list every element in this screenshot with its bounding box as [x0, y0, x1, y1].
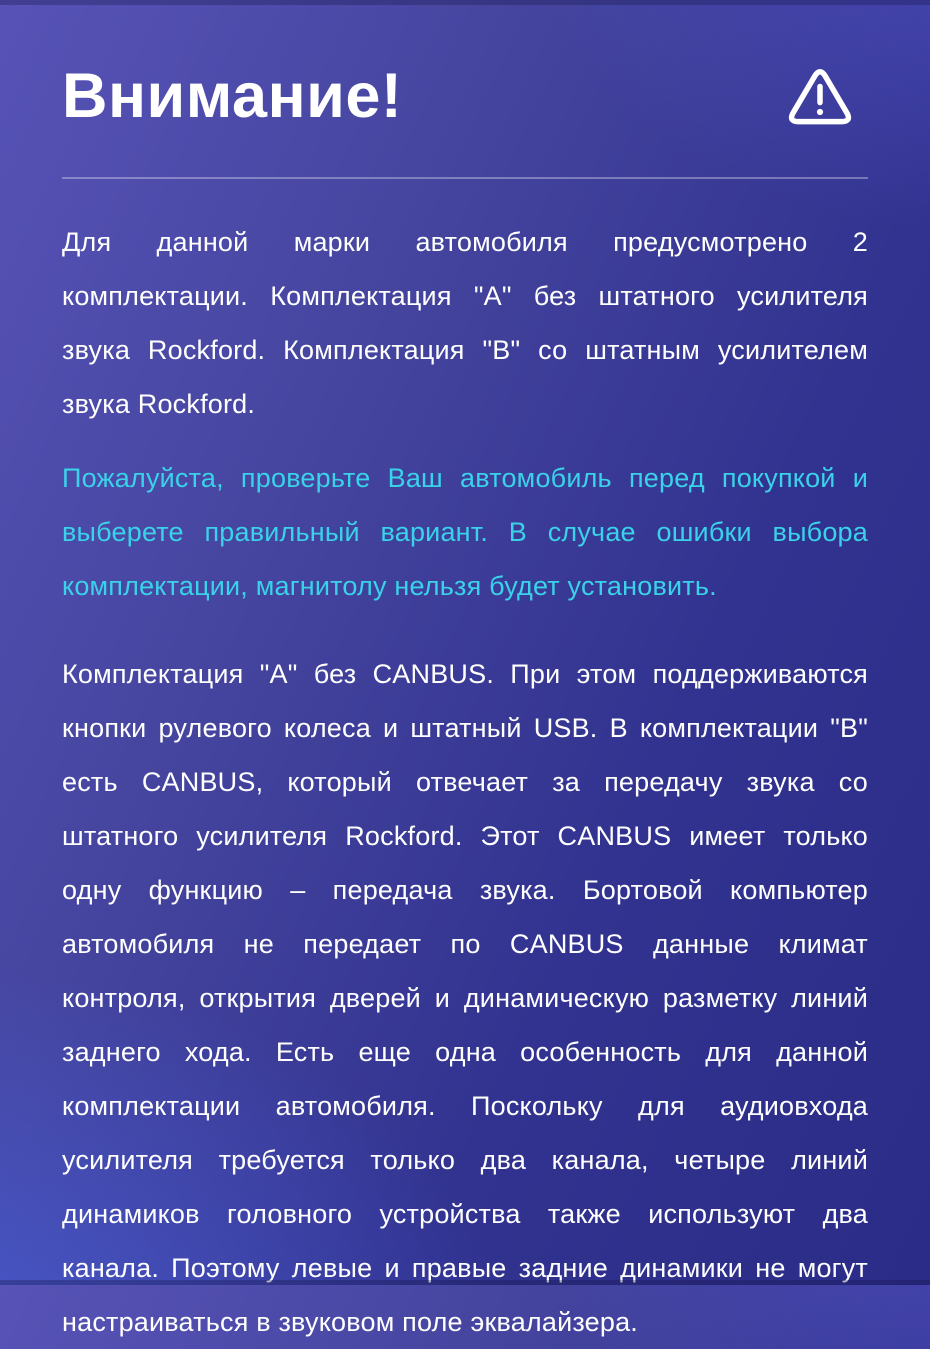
warning-highlight-paragraph: Пожалуйста, проверьте Ваш автомобиль перед покупкой и выберете правильный вариант. В случае ошибки выбора комплектации, магнитолу нельзя будет установить.: [62, 463, 868, 602]
intro-paragraph: Для данной марки автомобиля предусмотрено 2 комплектации. Комплектация "А" без штатного усилителя звука Rockford. Комплектация "В" со штатным усилителем звука Rockford.: [62, 227, 868, 420]
page-title: Внимание!: [62, 61, 403, 131]
details-paragraph: Комплектация "А" без CANBUS. При этом поддерживаются кнопки рулевого колеса и штатный USB. В комплектации "В" есть CANBUS, который отвечает за передачу звука со штатного усилителя Rockford. Этот CANBUS имеет только одну функцию – передача звука. Бортовой компьютер автомобиля не передает по CANBUS данные климат контроля, открытия дверей и динамическую разметку линий заднего хода. Есть еще одна особенность для данной комплектации автомобиля. Поскольку для аудиовхода усилителя требуется только два канала, четыре линий динамиков головного устройства также используют два канала. Поэтому левые и правые задние динамики не могут настраиваться в звуковом поле эквалайзера.: [62, 659, 868, 1338]
warning-triangle-icon: [788, 68, 852, 131]
divider: [62, 177, 868, 179]
header: [62, 62, 868, 131]
